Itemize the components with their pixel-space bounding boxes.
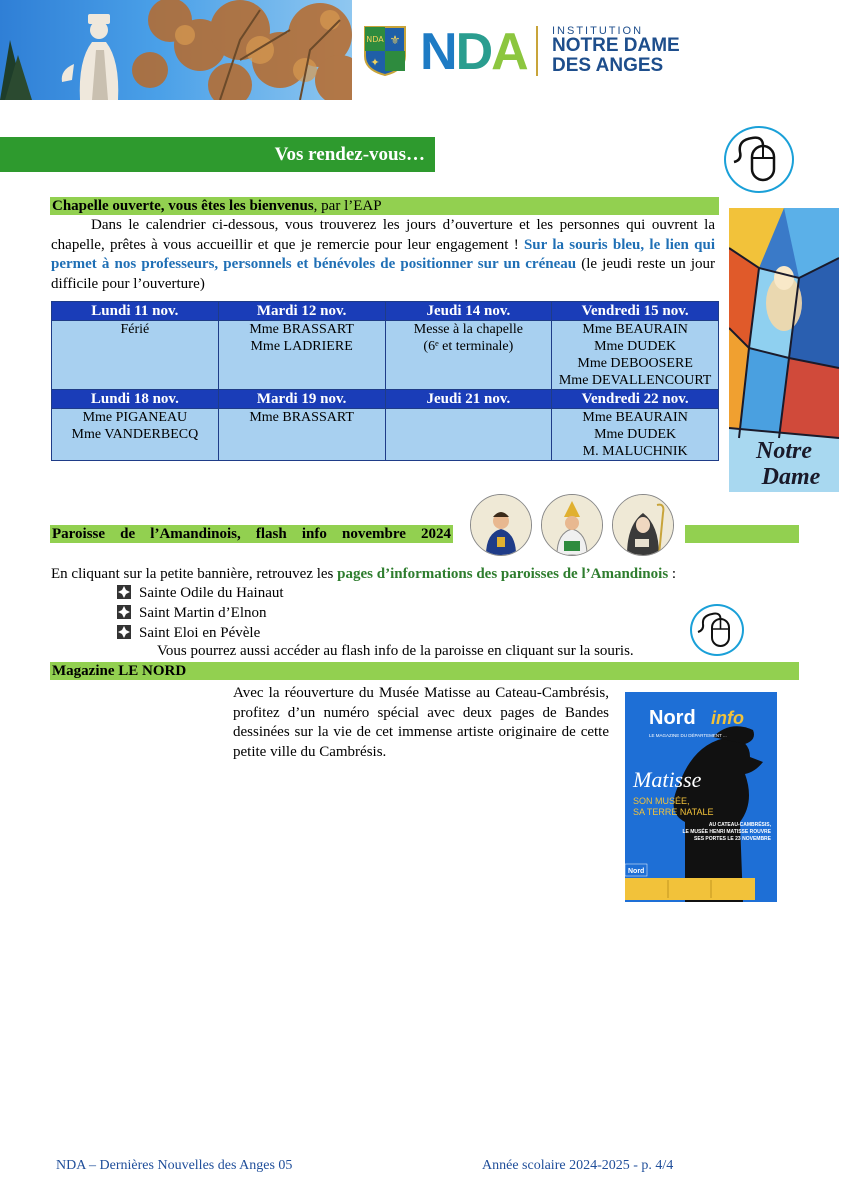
magazine-tagline: LE MAGAZINE DU DÉPARTEMENT ...	[649, 733, 727, 738]
parish-name: Saint Martin d’Elnon	[139, 605, 267, 621]
schedule-entry: Mme DUDEK	[594, 427, 677, 442]
section-heading-paroisse: Paroisse de l’Amandinois, flash info novembre 2024	[52, 526, 451, 542]
stained-glass-text-1: Notre	[756, 438, 812, 464]
schedule-cell	[385, 409, 552, 461]
schedule-entry: M. MALUCHNIK	[582, 444, 688, 459]
footer-right: Année scolaire 2024-2025 - p. 4/4	[482, 1158, 674, 1173]
saint-eloi-banner-icon[interactable]	[470, 494, 532, 556]
section-heading-chapelle	[50, 197, 719, 215]
schedule-cell	[52, 409, 219, 461]
magazine-cover-body-2: LE MUSÉE HENRI MATISSE ROUVRE	[682, 829, 771, 835]
schedule-cell	[52, 321, 219, 390]
nda-logo-letters	[420, 24, 527, 80]
magazine-cover-subtitle-1: SON MUSÉE,	[633, 796, 690, 806]
chapelle-paragraph	[51, 216, 715, 294]
schedule-header-row-week1	[52, 302, 719, 321]
magazine-description: Avec la réouverture du Musée Matisse au Cateau-Cambrésis, profitez d’un numéro spécial avec deux pages de Bandes dessinées sur la vie de cet immense artiste originaire de cette petite ville du Cambrésis.	[233, 685, 609, 760]
svg-text:NDA: NDA	[366, 35, 384, 44]
schedule-entry: Mme BRASSART	[249, 410, 354, 425]
schedule-entry: Mme DEBOOSERE	[577, 356, 693, 371]
schedule-day-header: Vendredi 15 nov.	[552, 302, 719, 321]
section-banner-rendez-vous: Vos rendez-vous…	[0, 137, 435, 172]
magazine-cover-image[interactable]	[625, 692, 777, 902]
schedule-entry: Messe à la chapelle	[413, 322, 523, 337]
maltese-cross-icon	[117, 605, 131, 619]
mouse-link-icon[interactable]	[724, 126, 794, 193]
chapelle-outro-text: (le jeudi reste un jour difficile pour l’ouverture)	[51, 256, 715, 292]
magazine-brand-suffix: info	[711, 708, 744, 728]
schedule-header-row-week2	[52, 390, 719, 409]
schedule-day-header: Vendredi 22 nov.	[552, 390, 719, 409]
schedule-cell	[552, 321, 719, 390]
schedule-entry: Mme LADRIERE	[250, 339, 353, 354]
magazine-cover-body-3: SES PORTES LE 23 NOVEMBRE	[694, 836, 771, 842]
flash-info-note: Vous pourrez aussi accéder au flash info de la paroisse en cliquant sur la souris.	[157, 643, 634, 659]
schedule-day-header: Mardi 19 nov.	[218, 390, 385, 409]
magazine-cover-title: Matisse	[633, 767, 702, 792]
section-heading-magazine: Magazine LE NORD	[50, 662, 799, 680]
schedule-cell	[218, 321, 385, 390]
schedule-entry: (6ᵉ et terminale)	[423, 339, 514, 354]
schedule-entry: Mme VANDERBECQ	[71, 427, 199, 442]
mouse-link-icon[interactable]	[690, 604, 744, 656]
logo-letter-d: D	[455, 23, 492, 81]
svg-text:⚜: ⚜	[389, 33, 401, 47]
schedule-day-header: Mardi 12 nov.	[218, 302, 385, 321]
schedule-day-header: Lundi 11 nov.	[52, 302, 219, 321]
schedule-entry: Mme DEVALLENCOURT	[558, 373, 712, 388]
parish-name: Sainte Odile du Hainaut	[139, 585, 284, 601]
chapelle-heading-title: Chapelle ouverte, vous êtes les bienvenus	[52, 198, 314, 214]
sainte-odile-banner-icon[interactable]	[612, 494, 674, 556]
institution-name	[552, 36, 680, 76]
stained-glass-image	[729, 208, 839, 492]
schedule-day-header: Jeudi 14 nov.	[385, 302, 552, 321]
coat-of-arms	[364, 26, 406, 76]
schedule-day-header: Jeudi 21 nov.	[385, 390, 552, 409]
institution-name-line1: NOTRE DAME	[552, 35, 680, 56]
saint-martin-banner-icon[interactable]	[541, 494, 603, 556]
header-photo	[0, 0, 352, 100]
paroisse-intro	[51, 565, 811, 585]
schedule-entry: Mme BEAURAIN	[582, 322, 688, 337]
paroisse-intro-start: En cliquant sur la petite bannière, retrouvez les	[51, 566, 338, 582]
footer-left: NDA – Dernières Nouvelles des Anges 05	[56, 1158, 293, 1173]
schedule-cell	[552, 409, 719, 461]
stained-glass-text-2: Dame	[761, 464, 821, 490]
paroisse-pages-link[interactable]: pages d’informations des paroisses de l’Amandinois	[337, 566, 669, 582]
maltese-cross-icon	[117, 585, 131, 599]
schedule-entry: Mme DUDEK	[594, 339, 677, 354]
paroisse-intro-end: :	[668, 566, 677, 582]
schedule-cell	[385, 321, 552, 390]
maltese-cross-icon	[117, 625, 131, 639]
list-item	[117, 603, 517, 623]
logo-letter-n: N	[420, 23, 456, 81]
chapelle-intro-text: Dans le calendrier ci-dessous, vous trouverez les jours d’ouverture et les personnes qui ouvrent la chapelle, prêtes à vous accueillir et que je remercie pour leur engagement !	[51, 217, 715, 253]
chapelle-signup-link[interactable]: Sur la souris bleu, le lien qui permet à nos professeurs, personnels et bénévoles de positionner sur un créneau	[51, 236, 715, 272]
section-heading-paroisse-extension	[685, 525, 799, 543]
parish-list	[117, 583, 517, 643]
svg-text:✦: ✦	[370, 56, 380, 69]
list-item	[117, 583, 517, 603]
magazine-brand: Nord	[649, 707, 696, 729]
logo-letter-a: A	[491, 23, 527, 81]
institution-logo	[360, 22, 720, 82]
schedule-day-header: Lundi 18 nov.	[52, 390, 219, 409]
schedule-row-week1	[52, 321, 719, 390]
magazine-dept-label: Nord	[628, 868, 645, 875]
institution-name-line2: DES ANGES	[552, 55, 664, 76]
schedule-cell	[218, 409, 385, 461]
schedule-entry: Férié	[120, 322, 150, 337]
list-item	[117, 623, 517, 643]
schedule-row-week2	[52, 409, 719, 461]
institution-label: INSTITUTION	[552, 25, 644, 37]
schedule-entry: Mme BRASSART	[249, 322, 354, 337]
schedule-entry: Mme PIGANEAU	[82, 410, 188, 425]
chapel-schedule-table	[51, 301, 719, 461]
magazine-cover-body-1: AU CATEAU-CAMBRÉSIS,	[708, 822, 771, 828]
chapelle-heading-author: , par l’EAP	[313, 198, 382, 214]
magazine-cover-subtitle-2: SA TERRE NATALE	[633, 807, 714, 817]
parish-name: Saint Eloi en Pévèle	[139, 625, 261, 641]
schedule-entry: Mme BEAURAIN	[582, 410, 688, 425]
logo-divider	[536, 26, 538, 76]
